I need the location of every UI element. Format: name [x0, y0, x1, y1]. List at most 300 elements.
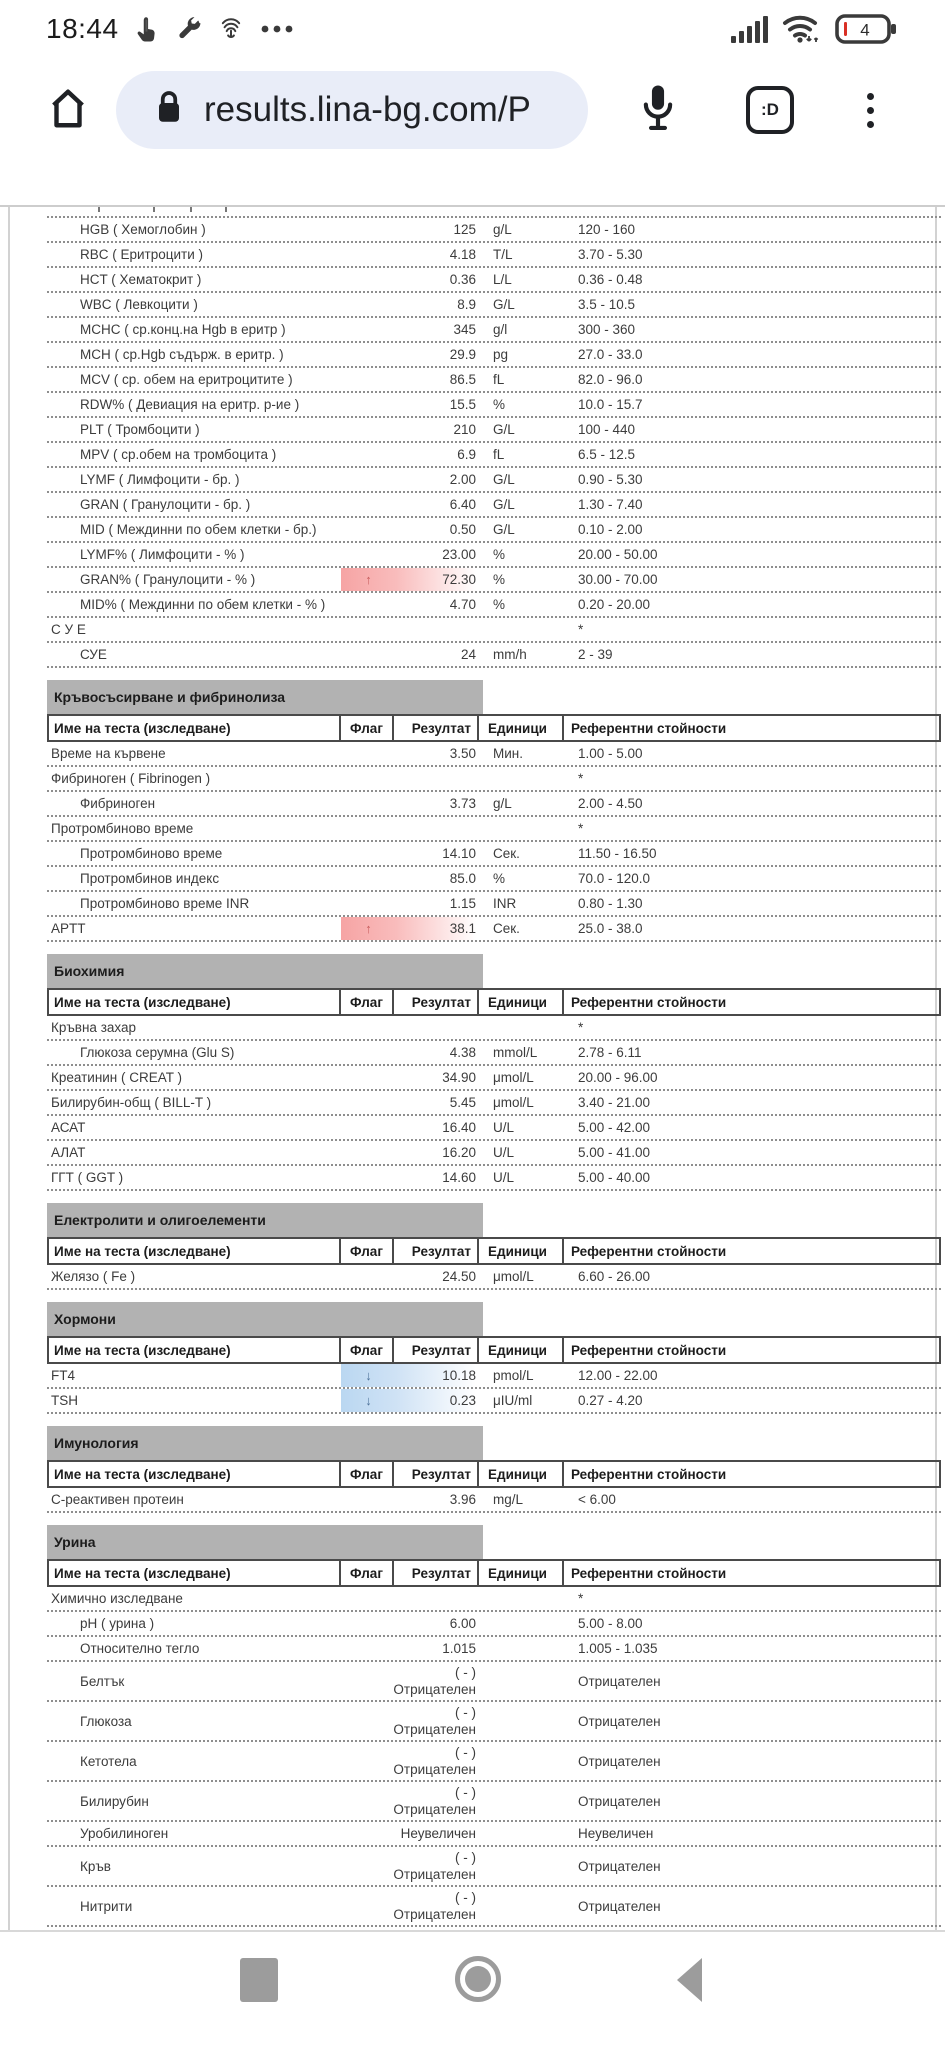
cell-reference: 5.00 - 8.00 — [578, 1616, 643, 1631]
result-value: 16.20 — [442, 1145, 476, 1160]
cell-test-name: MID% ( Междинни по обем клетки - % ) — [80, 597, 326, 612]
table-row — [47, 343, 941, 368]
table-row — [47, 1265, 941, 1290]
cell-flag — [341, 318, 396, 341]
table-row — [47, 1822, 941, 1847]
cell-flag — [341, 593, 396, 616]
cell-units: % — [493, 871, 506, 886]
tab-switcher-button[interactable] — [746, 86, 794, 134]
cell-flag — [341, 518, 396, 541]
result-value-line2: Отрицателен — [393, 1762, 476, 1777]
cell-test-name: APTT — [51, 921, 86, 936]
flag-up-arrow-icon: ↑ — [341, 568, 396, 591]
web-page-content[interactable] — [0, 205, 945, 1932]
cell-reference: 30.00 - 70.00 — [578, 572, 658, 587]
battery-level-text: 4 — [860, 20, 870, 40]
cell-test-name: Белтък — [80, 1673, 125, 1689]
cell-flag — [341, 867, 396, 890]
cell-reference: * — [578, 771, 584, 786]
cell-reference: Отрицателен — [578, 1673, 661, 1689]
cell-units: T/L — [493, 247, 513, 262]
table-row — [47, 293, 941, 318]
section-title: Имунология — [47, 1426, 483, 1460]
mic-button[interactable] — [632, 82, 684, 138]
cell-test-name: Глюкоза серумна (Glu S) — [80, 1045, 235, 1060]
cell-flag — [341, 1782, 396, 1820]
home-button[interactable] — [44, 84, 92, 136]
flag-down-arrow-icon: ↓ — [341, 1364, 396, 1387]
cell-flag — [341, 1822, 396, 1845]
column-header-result: Резултат — [394, 716, 479, 740]
back-button[interactable] — [674, 1956, 704, 2004]
browser-toolbar — [0, 58, 945, 162]
cell-units: G/L — [493, 522, 515, 537]
section-title: Хормони — [47, 1302, 483, 1336]
cell-test-name: Билирубин-общ ( BILL-T ) — [51, 1095, 212, 1110]
cell-test-name: СУЕ — [80, 647, 107, 662]
cell-test-name: MPV ( ср.обем на тромбоцита ) — [80, 447, 277, 462]
cell-test-name: GRAN ( Гранулоцити - бр. ) — [80, 497, 251, 512]
cell-reference: < 6.00 — [578, 1492, 616, 1507]
result-value: 210 — [453, 422, 476, 437]
cell-test-name: Протромбиново време — [51, 821, 194, 836]
cell-units — [483, 1662, 570, 1700]
cell-test-name: ГГТ ( GGT ) — [51, 1170, 124, 1185]
cell-units: G/L — [493, 497, 515, 512]
result-value: 24.50 — [442, 1269, 476, 1284]
cell-units: fL — [493, 372, 505, 387]
table-row — [47, 1041, 941, 1066]
cell-units: g/L — [493, 222, 512, 237]
cell-units: G/L — [493, 422, 515, 437]
cell-test-name: АЛАТ — [51, 1145, 86, 1160]
table-row — [47, 268, 941, 293]
cell-test-name: HGB ( Хемоглобин ) — [80, 222, 206, 237]
cell-test-name: Кръв — [80, 1858, 111, 1874]
column-header-result: Резултат — [394, 1462, 479, 1486]
result-value: 34.90 — [442, 1070, 476, 1085]
column-header-units: Единици — [479, 1239, 564, 1263]
table-row — [47, 817, 941, 842]
result-value: 3.96 — [449, 1492, 476, 1507]
cell-result — [396, 892, 483, 915]
result-value: 23.00 — [442, 547, 476, 562]
table-row — [47, 842, 941, 867]
cell-units: % — [493, 397, 506, 412]
cell-flag — [341, 293, 396, 316]
fingerprint-icon — [217, 15, 245, 43]
cell-result — [396, 1488, 483, 1511]
cell-reference: * — [578, 821, 584, 836]
result-value-line2: Отрицателен — [393, 1867, 476, 1882]
table-row — [47, 543, 941, 568]
cell-flag — [341, 1847, 396, 1885]
clock: 18:44 — [46, 13, 119, 44]
result-value-line2: Отрицателен — [393, 1802, 476, 1817]
cell-units: μIU/ml — [493, 1393, 533, 1408]
result-value: 72.30 — [442, 572, 476, 587]
section-title: Електролити и олигоелементи — [47, 1203, 483, 1237]
cell-reference: 0.20 - 20.00 — [578, 597, 651, 612]
result-value: Неувеличен — [400, 1826, 476, 1841]
cell-units: G/L — [493, 297, 515, 312]
cell-flag — [341, 1066, 396, 1089]
cell-units: U/L — [493, 1170, 515, 1185]
cell-flag — [341, 1488, 396, 1511]
cell-flag — [341, 1116, 396, 1139]
cell-result — [396, 1587, 483, 1610]
cell-test-name: MID ( Междинни по обем клетки - бр.) — [80, 522, 317, 537]
cell-reference: 3.40 - 21.00 — [578, 1095, 651, 1110]
cell-flag — [341, 468, 396, 491]
result-value: 345 — [453, 322, 476, 337]
table-row — [47, 1847, 941, 1887]
cell-flag — [341, 767, 396, 790]
result-value-line2: Отрицателен — [393, 1907, 476, 1922]
cell-result — [396, 1637, 483, 1660]
cell-result — [396, 393, 483, 416]
result-value: 1.015 — [442, 1641, 476, 1656]
cell-test-name: Кръвна захар — [51, 1020, 137, 1035]
lab-table — [47, 207, 941, 1952]
cell-units: μmol/L — [493, 1269, 534, 1284]
result-value: ( - ) — [455, 1890, 476, 1905]
column-header-units: Единици — [479, 716, 564, 740]
cell-reference: 20.00 - 96.00 — [578, 1070, 658, 1085]
cell-test-name: С-реактивен протеин — [51, 1492, 184, 1507]
cell-test-name: Желязо ( Fe ) — [51, 1269, 136, 1284]
table-row — [47, 518, 941, 543]
cell-units: L/L — [493, 272, 512, 287]
cell-test-name: MCH ( ср.Hgb съдърж. в еритр. ) — [80, 347, 284, 362]
table-row — [47, 218, 941, 243]
cell-test-name: Уробилиноген — [80, 1826, 169, 1841]
cell-test-name: Време на кървене — [51, 746, 166, 761]
cell-units: pg — [493, 347, 509, 362]
cell-flag — [341, 1637, 396, 1660]
cell-flag — [341, 792, 396, 815]
table-row — [47, 1116, 941, 1141]
recents-button[interactable] — [240, 1958, 278, 2002]
column-header-units: Единици — [479, 990, 564, 1014]
cell-flag — [341, 243, 396, 266]
cell-units — [483, 1702, 570, 1740]
cell-flag — [341, 418, 396, 441]
cell-test-name: АСАТ — [51, 1120, 86, 1135]
cell-test-name: PLT ( Тромбоцити ) — [80, 422, 200, 437]
cell-result — [396, 468, 483, 491]
cell-reference: * — [578, 1020, 584, 1035]
result-value: 4.18 — [449, 247, 476, 262]
table-row — [47, 1066, 941, 1091]
result-value: 2.00 — [449, 472, 476, 487]
cell-test-name: Протромбиново време — [80, 846, 223, 861]
cell-test-name: Протромбиново време INR — [80, 896, 250, 911]
cell-result — [396, 1822, 483, 1845]
cell-reference: 120 - 160 — [578, 222, 636, 237]
result-value: ( - ) — [455, 1665, 476, 1680]
cell-test-name: WBC ( Левкоцити ) — [80, 297, 198, 312]
cell-reference: 12.00 - 22.00 — [578, 1368, 658, 1383]
column-header-flag: Флаг — [341, 1462, 394, 1486]
result-value: 1.15 — [449, 896, 476, 911]
result-value-line2: Отрицателен — [393, 1682, 476, 1697]
column-header-ref: Референтни стойности — [571, 720, 727, 736]
cell-reference: Отрицателен — [578, 1898, 661, 1914]
menu-icon — [867, 93, 874, 100]
table-row — [47, 792, 941, 817]
cell-result — [396, 1364, 483, 1387]
result-value: 15.5 — [449, 397, 476, 412]
table-row — [47, 618, 941, 643]
result-value: 125 — [453, 222, 476, 237]
cell-reference: Отрицателен — [578, 1713, 661, 1729]
signal-icon — [731, 15, 769, 43]
cell-flag — [341, 1265, 396, 1288]
cell-result — [396, 518, 483, 541]
result-value: 4.70 — [449, 597, 476, 612]
result-value-line2: Отрицателен — [393, 1722, 476, 1737]
table-row — [47, 1016, 941, 1041]
cell-reference: 100 - 440 — [578, 422, 636, 437]
cell-units — [483, 1612, 570, 1635]
cell-reference: Неувеличен — [578, 1826, 654, 1841]
url-bar[interactable] — [116, 71, 588, 149]
cell-units — [483, 1822, 570, 1845]
cell-flag — [341, 1016, 396, 1039]
table-row — [47, 1637, 941, 1662]
cell-result — [396, 1265, 483, 1288]
ellipsis-icon — [260, 24, 294, 34]
cell-result — [396, 1116, 483, 1139]
cell-units: mg/L — [493, 1492, 524, 1507]
cell-reference: 10.0 - 15.7 — [578, 397, 643, 412]
flag-up-arrow-icon: ↑ — [341, 917, 396, 940]
table-row — [47, 892, 941, 917]
cell-test-name: Билирубин — [80, 1793, 149, 1809]
cell-reference: 1.00 - 5.00 — [578, 746, 643, 761]
cell-reference: * — [578, 1591, 584, 1606]
result-value: 0.50 — [449, 522, 476, 537]
cell-flag — [341, 343, 396, 366]
url-text: results.lina-bg.com/P — [204, 90, 531, 129]
cell-units — [483, 618, 570, 641]
status-right-cluster — [731, 13, 897, 45]
cell-test-name: Протромбинов индекс — [80, 871, 220, 886]
table-row — [47, 1662, 941, 1702]
android-nav-bar — [0, 1932, 945, 2048]
cell-reference: 0.80 - 1.30 — [578, 896, 643, 911]
result-value: 29.9 — [449, 347, 476, 362]
cell-units: mmol/L — [493, 1045, 538, 1060]
result-value: 5.45 — [449, 1095, 476, 1110]
cell-result — [393, 1742, 483, 1780]
status-left-cluster — [46, 13, 294, 45]
cell-units — [483, 1637, 570, 1660]
cell-result — [396, 243, 483, 266]
cell-result — [396, 568, 483, 591]
result-value: 3.73 — [449, 796, 476, 811]
cell-result — [396, 593, 483, 616]
cell-flag — [341, 643, 396, 666]
table-row — [47, 1702, 941, 1742]
flag-down-arrow-icon: ↓ — [341, 1389, 396, 1412]
table-row — [47, 1887, 941, 1927]
result-value: 3.50 — [449, 746, 476, 761]
cell-reference: 27.0 - 33.0 — [578, 347, 643, 362]
cell-result — [396, 268, 483, 291]
cell-result — [396, 418, 483, 441]
tab-count-badge: :D — [761, 100, 779, 119]
cell-test-name: LYMF ( Лимфоцити - бр. ) — [80, 472, 240, 487]
cell-flag — [341, 1587, 396, 1610]
table-row — [47, 867, 941, 892]
cell-result — [396, 1141, 483, 1164]
table-row — [47, 1587, 941, 1612]
cell-result — [396, 767, 483, 790]
cell-reference: 70.0 - 120.0 — [578, 871, 651, 886]
battery-icon — [835, 13, 897, 45]
cell-reference: 25.0 - 38.0 — [578, 921, 643, 936]
column-header-result: Резултат — [394, 990, 479, 1014]
cell-result — [396, 218, 483, 241]
cell-reference: 0.10 - 2.00 — [578, 522, 643, 537]
cell-result — [396, 792, 483, 815]
result-value: 14.60 — [442, 1170, 476, 1185]
column-header-name: Име на теста (изследване) — [49, 990, 341, 1014]
cell-reference: Отрицателен — [578, 1793, 661, 1809]
cell-reference: 300 - 360 — [578, 322, 636, 337]
table-row — [47, 568, 941, 593]
table-row — [47, 643, 941, 668]
cell-result — [396, 643, 483, 666]
cell-result — [393, 1702, 483, 1740]
cell-reference: 3.5 - 10.5 — [578, 297, 636, 312]
cell-flag — [341, 1662, 396, 1700]
cell-flag — [341, 1041, 396, 1064]
cell-result — [396, 443, 483, 466]
table-header-row — [47, 1237, 941, 1265]
cell-units — [483, 1847, 570, 1885]
cell-reference: 20.00 - 50.00 — [578, 547, 658, 562]
cell-flag — [341, 493, 396, 516]
column-header-ref: Референтни стойности — [571, 1342, 727, 1358]
column-header-result: Резултат — [394, 1338, 479, 1362]
cell-reference: 5.00 - 42.00 — [578, 1120, 651, 1135]
table-row — [47, 393, 941, 418]
table-row — [47, 1389, 941, 1414]
result-value: 85.0 — [449, 871, 476, 886]
cell-test-name: С У Е — [51, 622, 86, 637]
cell-units: U/L — [493, 1120, 515, 1135]
result-value: 0.36 — [449, 272, 476, 287]
cell-reference: 2.78 - 6.11 — [578, 1045, 642, 1060]
cell-result — [396, 1041, 483, 1064]
cell-reference: 5.00 - 40.00 — [578, 1170, 651, 1185]
cell-result — [396, 817, 483, 840]
cell-reference: 6.5 - 12.5 — [578, 447, 636, 462]
cell-flag — [341, 1091, 396, 1114]
cell-flag — [341, 618, 396, 641]
cell-flag — [341, 1141, 396, 1164]
column-header-flag: Флаг — [341, 1338, 394, 1362]
cell-result — [396, 1091, 483, 1114]
status-bar — [0, 0, 945, 58]
table-row — [47, 1141, 941, 1166]
cell-reference: 6.60 - 26.00 — [578, 1269, 651, 1284]
table-row — [47, 1364, 941, 1389]
cell-test-name: MCHC ( ср.конц.на Hgb в еритр ) — [80, 322, 286, 337]
cell-flag — [341, 543, 396, 566]
cell-test-name: Глюкоза — [80, 1713, 132, 1729]
cell-units: INR — [493, 896, 517, 911]
table-row — [47, 368, 941, 393]
table-row — [47, 493, 941, 518]
cell-test-name: pH ( урина ) — [80, 1616, 155, 1631]
column-header-name: Име на теста (изследване) — [49, 1561, 341, 1585]
cell-units: g/l — [493, 322, 508, 337]
cell-result — [393, 1782, 483, 1820]
cell-reference: 11.50 - 16.50 — [578, 846, 657, 861]
cell-result — [396, 867, 483, 890]
cell-result — [393, 1662, 483, 1700]
cell-test-name: HCT ( Хематокрит ) — [80, 272, 202, 287]
column-header-name: Име на теста (изследване) — [49, 1462, 341, 1486]
section-title: Урина — [47, 1525, 483, 1559]
cell-test-name: MCV ( ср. обем на еритроцитите ) — [80, 372, 293, 387]
cell-test-name: LYMF% ( Лимфоцити - % ) — [80, 547, 245, 562]
result-value: 6.00 — [449, 1616, 476, 1631]
result-value: 6.40 — [449, 497, 476, 512]
cell-units: μmol/L — [493, 1095, 534, 1110]
home-nav-button[interactable] — [455, 1956, 501, 2002]
table-row — [47, 1742, 941, 1782]
cell-units: mm/h — [493, 647, 527, 662]
table-header-row — [47, 1559, 941, 1587]
result-value: ( - ) — [455, 1705, 476, 1720]
cell-result — [396, 368, 483, 391]
cell-units — [483, 767, 570, 790]
table-row — [47, 443, 941, 468]
cell-units — [483, 817, 570, 840]
cell-test-name: Химично изследване — [51, 1591, 183, 1606]
menu-button[interactable] — [850, 82, 890, 138]
cell-result — [393, 1847, 483, 1885]
table-row — [47, 243, 941, 268]
cell-test-name: TSH — [51, 1393, 78, 1408]
cell-reference: 1.005 - 1.035 — [578, 1641, 658, 1656]
cell-flag — [341, 218, 396, 241]
result-value: 0.23 — [449, 1393, 476, 1408]
cell-units: Сек. — [493, 846, 520, 861]
cell-reference: 82.0 - 96.0 — [578, 372, 643, 387]
cell-reference: 5.00 - 41.00 — [578, 1145, 651, 1160]
cell-units: Сек. — [493, 921, 520, 936]
cell-result — [396, 293, 483, 316]
result-value: 10.18 — [442, 1368, 476, 1383]
cell-result — [396, 842, 483, 865]
column-header-ref: Референтни стойности — [571, 1243, 727, 1259]
section-title: Биохимия — [47, 954, 483, 988]
cell-test-name: RDW% ( Девиация на еритр. р-ие ) — [80, 397, 300, 412]
table-header-row — [47, 1460, 941, 1488]
cell-test-name: Относително тегло — [80, 1641, 200, 1656]
column-header-result: Резултат — [394, 1561, 479, 1585]
cell-flag — [341, 817, 396, 840]
column-header-name: Име на теста (изследване) — [49, 1338, 341, 1362]
lock-icon — [154, 89, 184, 132]
cell-result — [396, 1016, 483, 1039]
